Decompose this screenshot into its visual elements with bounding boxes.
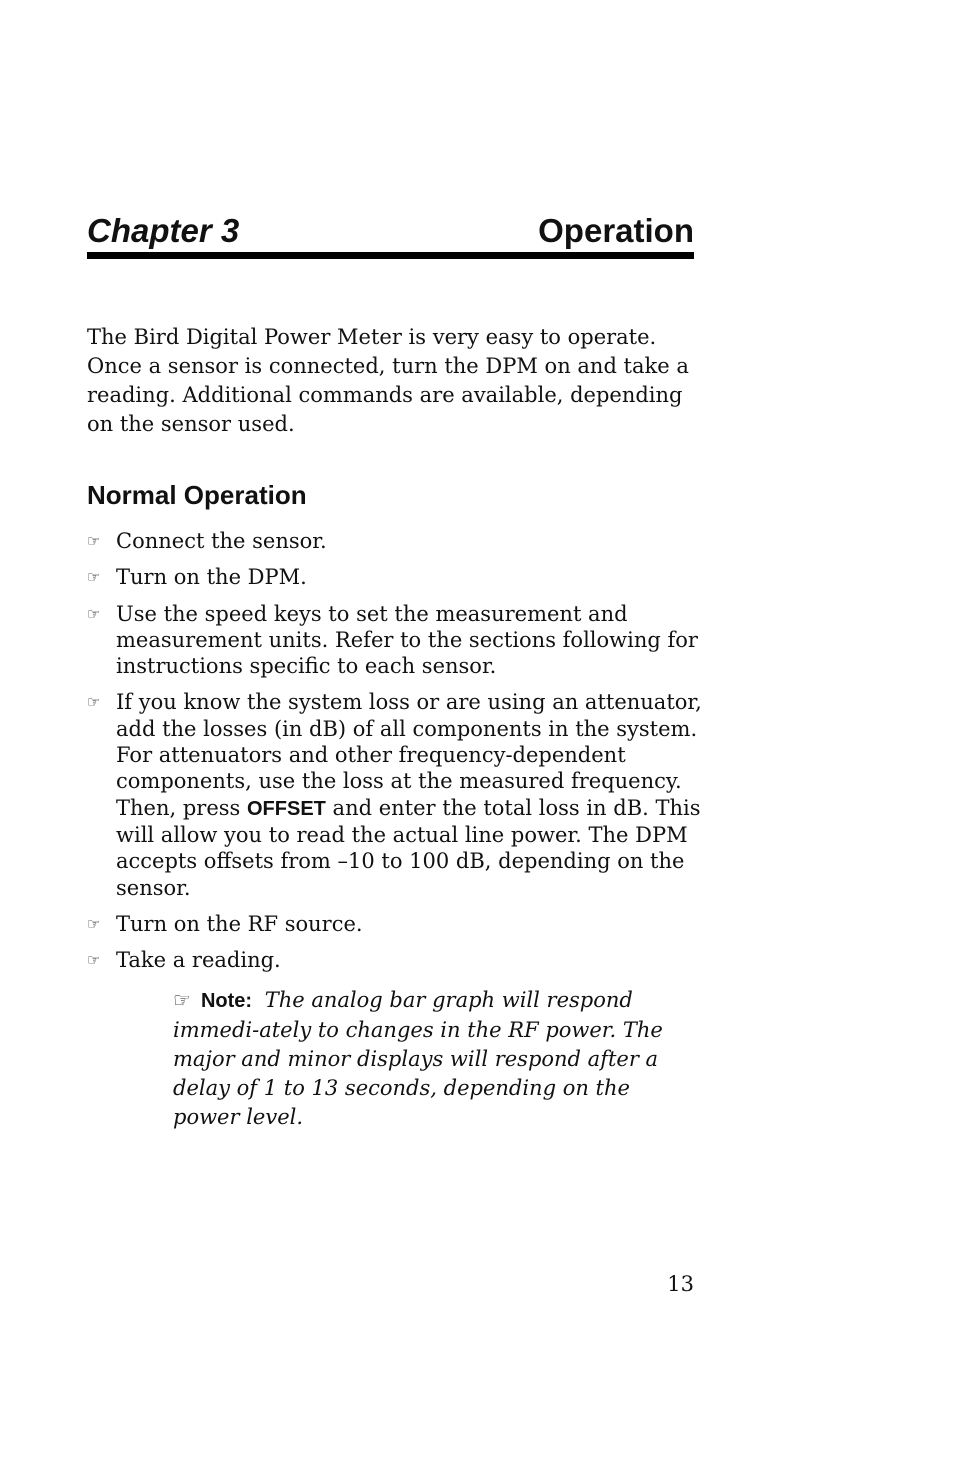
step-text: Use the speed keys to set the measurement and measurement units. Refer to the sections following for instructions specific to each sensor.	[116, 601, 698, 679]
step-text	[116, 689, 702, 900]
page-number: 13	[667, 1272, 694, 1296]
pointing-hand-icon: ☞	[87, 568, 101, 587]
step-text: Take a reading.	[116, 948, 281, 973]
chapter-rule	[87, 252, 694, 259]
pointing-hand-icon: ☞	[87, 914, 101, 933]
step-text: Turn on the DPM.	[116, 565, 307, 590]
step-text: Turn on the RF source.	[116, 911, 363, 936]
note-hand-icon: ☞	[173, 988, 191, 1012]
pointing-hand-icon: ☞	[87, 604, 101, 623]
steps-list	[87, 528, 702, 983]
list-item	[87, 689, 702, 900]
pointing-hand-icon: ☞	[87, 693, 101, 712]
step-text: Connect the sensor.	[116, 529, 327, 553]
list-item	[87, 947, 702, 973]
offset-key-label: OFFSET	[246, 797, 326, 820]
chapter-label: Chapter 3	[87, 212, 240, 249]
pointing-hand-icon: ☞	[87, 532, 101, 550]
note-label: Note:	[200, 990, 253, 1012]
step-text-after: and enter the total loss in dB. This will allow you to read the actual line power. The DPM accepts offsets from –10 to 100 dB, depending on the sensor.	[116, 795, 701, 900]
pointing-hand-icon: ☞	[87, 951, 101, 970]
list-item	[87, 564, 702, 590]
step-text-before: If you know the system loss or are using an attenuator, add the losses (in dB) of all components in the system. For attenuators and other frequency-dependent components, use the loss at the measured frequency. Then, press	[116, 690, 702, 820]
section-heading: Normal Operation	[87, 480, 307, 510]
list-item	[87, 528, 702, 554]
intro-paragraph: The Bird Digital Power Meter is very easy to operate. Once a sensor is connected, turn the DPM on and take a reading. Additional commands are available, depending on the sensor used.	[87, 325, 689, 436]
note-block	[173, 986, 703, 1132]
list-item	[87, 911, 702, 937]
note-text: The analog bar graph will respond immedi-ately to changes in the RF power. The major and minor displays will respond after a delay of 1 to 13 seconds, depending on the power level.	[173, 988, 663, 1129]
list-item	[87, 601, 702, 680]
chapter-header	[87, 207, 694, 251]
chapter-title: Operation	[538, 212, 694, 249]
